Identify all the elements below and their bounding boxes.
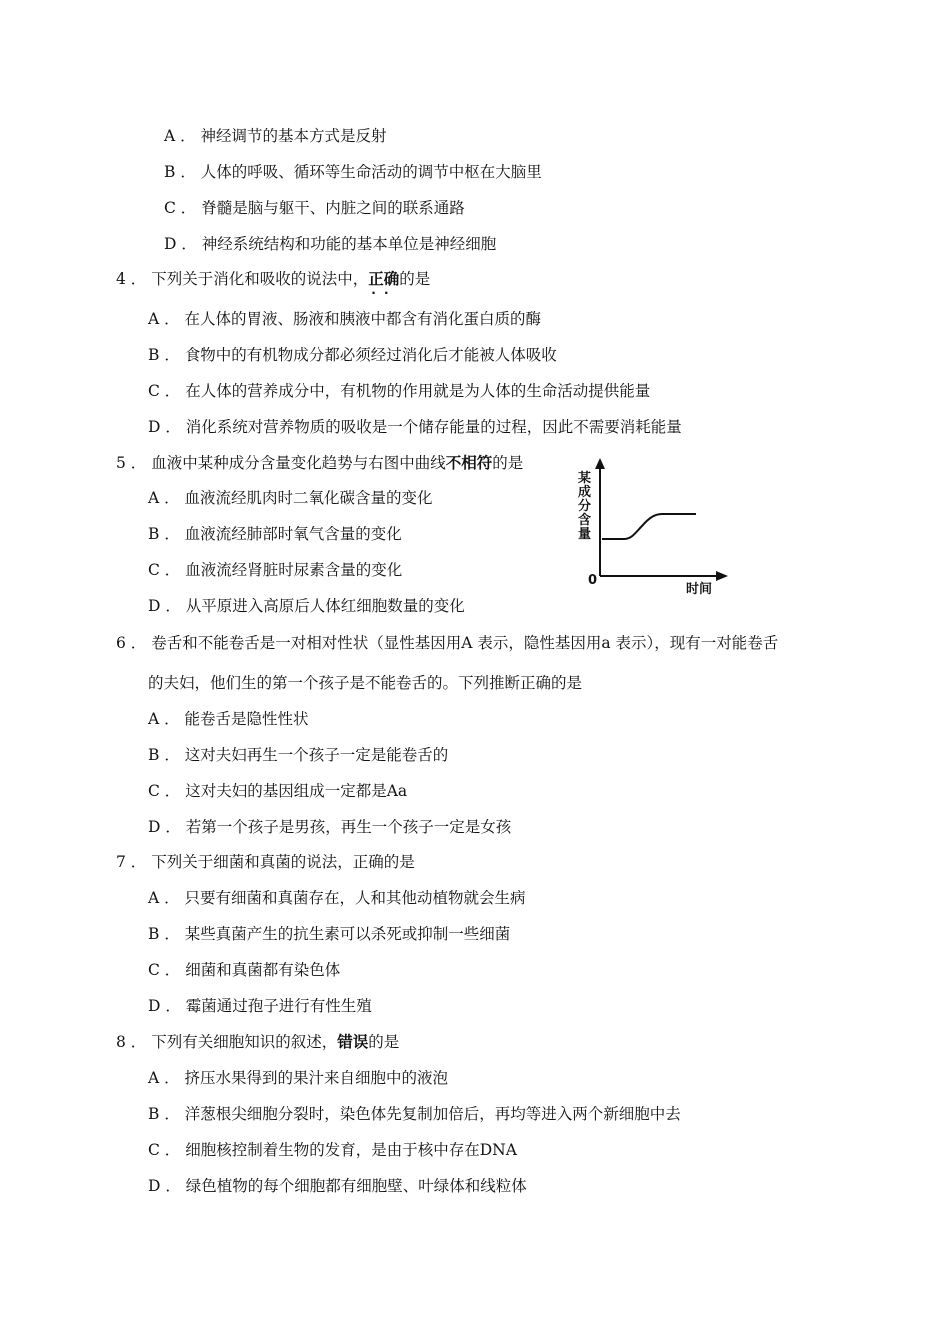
q3-option-a: A ． 神经调节的基本方式是反射 xyxy=(164,127,387,145)
q6-stem-line2: 的夫妇，他们生的第一个孩子是不能卷舌的。下列推断正确的是 xyxy=(148,674,583,692)
q4-option-d: D ． 消化系统对营养物质的吸收是一个储存能量的过程，因此不需要消耗能量 xyxy=(148,418,682,436)
q5-option-d: D ． 从平原进入高原后人体红细胞数量的变化 xyxy=(148,597,465,615)
q4-option-a: A ． 在人体的胃液、肠液和胰液中都含有消化蛋白质的酶 xyxy=(148,310,542,328)
origin-label: 0 xyxy=(588,573,598,588)
q5-stem-pre: 5 ． 血液中某种成分含量变化趋势与右图中曲线 xyxy=(116,454,446,472)
q6-stem-line1: 6 ． 卷舌和不能卷舌是一对相对性状（显性基因用A 表示，隐性基因用a 表示），现有一对能卷舌 xyxy=(116,634,779,652)
q7-stem: 7 ． 下列关于细菌和真菌的说法，正确的是 xyxy=(116,853,415,871)
q7-option-a: A ． 只要有细菌和真菌存在，人和其他动植物就会生病 xyxy=(148,889,526,907)
q8-option-a: A ． 挤压水果得到的果汁来自细胞中的液泡 xyxy=(148,1069,449,1087)
q7-option-d: D ． 霉菌通过孢子进行有性生殖 xyxy=(148,997,372,1015)
q4-option-b: B ． 食物中的有机物成分都必须经过消化后才能被人体吸收 xyxy=(148,346,557,364)
q3-option-c: C ． 脊髓是脑与躯干、内脏之间的联系通路 xyxy=(164,199,465,217)
q3-option-b: B ． 人体的呼吸、循环等生命活动的调节中枢在大脑里 xyxy=(164,163,542,181)
q6-option-d: D ． 若第一个孩子是男孩，再生一个孩子一定是女孩 xyxy=(148,818,512,836)
q5-option-c: C ． 血液流经肾脏时尿素含量的变化 xyxy=(148,561,403,579)
q5-stem-emphasis: 不相符 xyxy=(445,454,493,472)
x-axis-arrow xyxy=(716,571,728,581)
y-axis-arrow xyxy=(595,458,605,469)
q6-option-b: B ． 这对夫妇再生一个孩子一定是能卷舌的 xyxy=(148,746,449,764)
x-axis-label: 时间 xyxy=(686,582,713,597)
y-axis-label: 某成分含量 xyxy=(578,471,592,542)
q4-stem-post: 的是 xyxy=(399,270,431,288)
q4-stem-emphasis: 正确 · · xyxy=(368,270,399,288)
q7-option-c: C ． 细菌和真菌都有染色体 xyxy=(148,961,341,979)
q8-stem-emphasis: 错误 xyxy=(337,1033,369,1051)
q7-option-b: B ． 某些真菌产生的抗生素可以杀死或抑制一些细菌 xyxy=(148,925,511,943)
q5-option-a: A ． 血液流经肌肉时二氧化碳含量的变化 xyxy=(148,489,433,507)
q4-stem xyxy=(116,268,430,290)
q4-option-c: C ． 在人体的营养成分中，有机物的作用就是为人体的生命活动提供能量 xyxy=(148,382,651,400)
q6-option-c: C ． 这对夫妇的基因组成一定都是Aa xyxy=(148,782,408,800)
q5-curve-figure xyxy=(566,452,746,602)
q6-option-a: A ． 能卷舌是隐性性状 xyxy=(148,710,309,728)
q8-stem-post: 的是 xyxy=(368,1033,400,1051)
q5-stem xyxy=(116,452,523,474)
q4-stem-pre: 4 ． 下列关于消化和吸收的说法中， xyxy=(116,270,369,288)
q5-stem-post: 的是 xyxy=(492,454,524,472)
q3-option-d: D ． 神经系统结构和功能的基本单位是神经细胞 xyxy=(164,235,497,253)
q8-stem xyxy=(116,1031,399,1053)
q5-option-b: B ． 血液流经肺部时氧气含量的变化 xyxy=(148,525,402,543)
q8-option-b: B ． 洋葱根尖细胞分裂时，染色体先复制加倍后，再均等进入两个新细胞中去 xyxy=(148,1105,681,1123)
content-curve xyxy=(602,514,696,539)
q8-option-c: C ． 细胞核控制着生物的发育，是由于核中存在DNA xyxy=(148,1141,517,1159)
q8-option-d: D ． 绿色植物的每个细胞都有细胞壁、叶绿体和线粒体 xyxy=(148,1177,527,1195)
q8-stem-pre: 8 ． 下列有关细胞知识的叙述， xyxy=(116,1033,338,1051)
